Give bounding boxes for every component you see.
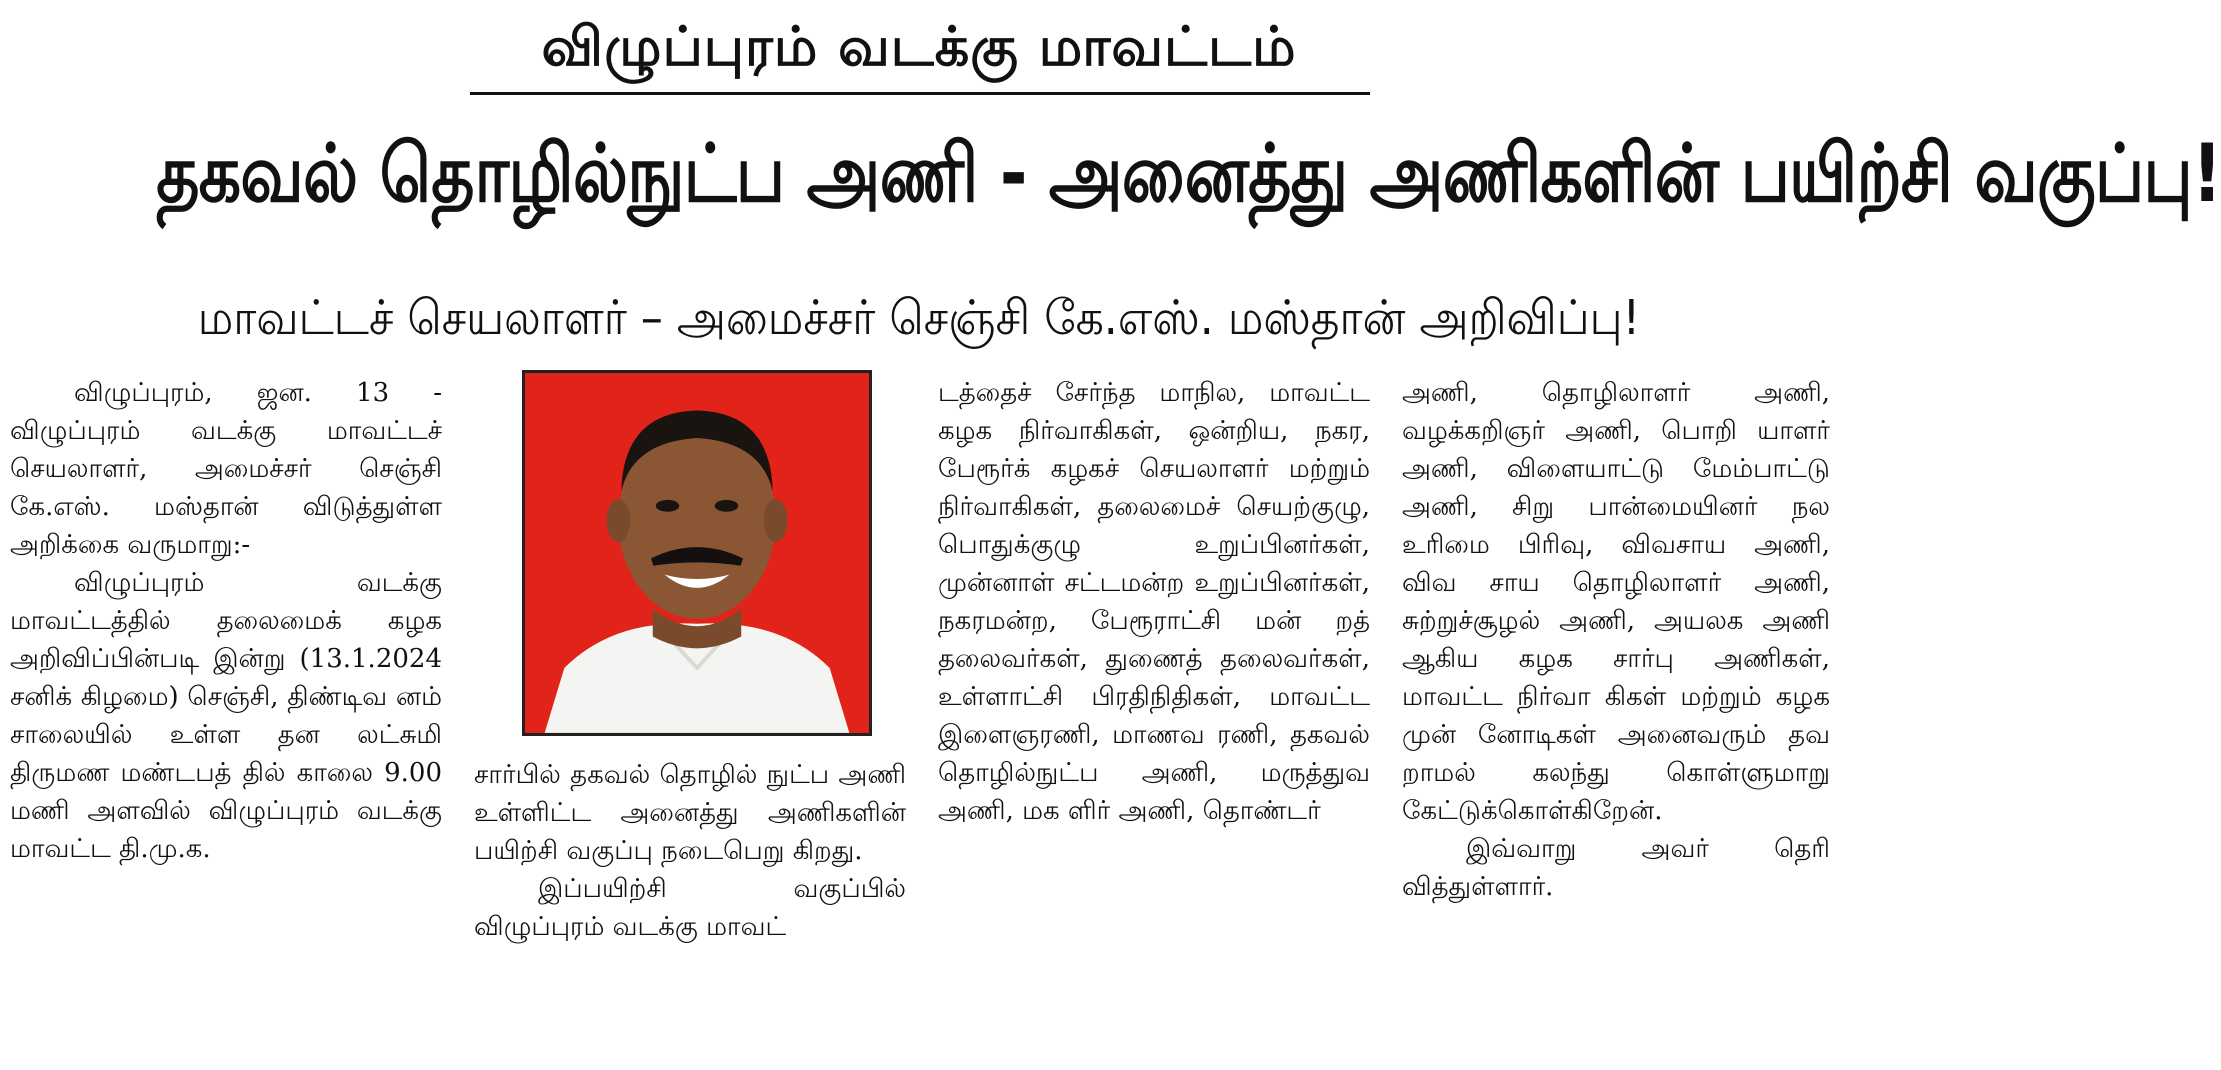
kicker-underline (470, 92, 1370, 95)
article-column-1 (10, 374, 442, 868)
portrait-photo (522, 370, 872, 736)
district-kicker: விழுப்புரம் வடக்கு மாவட்டம் (541, 15, 1297, 78)
article-column-3 (938, 374, 1370, 830)
column-2-paragraph-1: சார்பில் தகவல் தொழில் நுட்ப அணி உள்ளிட்ட அனைத்து அணிகளின் பயிற்சி வகுப்பு நடைபெறு கிறது. (474, 760, 906, 866)
portrait-illustration (525, 373, 869, 733)
headline: தகவல் தொழில்நுட்ப அணி - அனைத்து அணிகளின் பயிற்சி வகுப்பு! (156, 127, 2221, 220)
column-4-paragraph-1: அணி, தொழிலாளர் அணி, வழக்கறிஞர் அணி, பொறி யாளர் அணி, விளையாட்டு மேம்பாட்டு அணி, சிறு பான்மையினர் நல உரிமை பிரிவு, விவசாய அணி, விவ சாய தொழிலாளர் அணி, சுற்றுச்சூழல் அணி, அயலக அணி ஆகிய கழக சார்பு அணிகள், மாவட்ட நிர்வா கிகள் மற்றும் கழக முன் னோடிகள் அனைவரும் தவ றாமல் கலந்து கொள்ளுமாறு கேட்டுக்கொள்கிறேன். (1402, 378, 1830, 826)
column-1-paragraph-1: விழுப்புரம், ஜன. 13 - விழுப்புரம் வடக்கு மாவட்டச் செயலாளர், அமைச்சர் செஞ்சி கே.எஸ். மஸ்தான் விடுத்துள்ள அறிக்கை வருமாறு:- (10, 378, 442, 560)
subheadline: மாவட்டச் செயலாளர் – அமைச்சர் செஞ்சி கே.எஸ். மஸ்தான் அறிவிப்பு! (197, 290, 1641, 346)
column-1-paragraph-2: விழுப்புரம் வடக்கு மாவட்டத்தில் தலைமைக் கழக அறிவிப்பின்படி இன்று (13.1.2024 சனிக் கிழமை) செஞ்சி, திண்டிவ னம் சாலையில் உள்ள தன லட்சுமி திருமண மண்டபத் தில் காலை 9.00 மணி அளவில் விழுப்புரம் வடக்கு மாவட்ட தி.மு.க. (10, 568, 442, 864)
column-3-paragraph-1: டத்தைச் சேர்ந்த மாநில, மாவட்ட கழக நிர்வாகிகள், ஒன்றிய, நகர, பேரூர்க் கழகச் செயலாளர் மற்றும் நிர்வாகிகள், தலைமைச் செயற்குழு, பொதுக்குழு உறுப்பினர்கள், முன்னாள் சட்டமன்ற உறுப்பினர்கள், நகரமன்ற, பேரூராட்சி மன் றத் தலைவர்கள், துணைத் தலைவர்கள், உள்ளாட்சி பிரதிநிதிகள், மாவட்ட இளைஞரணி, மாணவ ரணி, தகவல் தொழில்நுட்ப அணி, மருத்துவ அணி, மக ளிர் அணி, தொண்டர் (938, 378, 1370, 826)
column-4-paragraph-2: இவ்வாறு அவர் தெரி வித்துள்ளார். (1402, 834, 1830, 902)
article-column-4 (1402, 374, 1830, 906)
column-2-paragraph-2: இப்பயிற்சி வகுப்பில் விழுப்புரம் வடக்கு மாவட் (474, 874, 906, 942)
article-column-2 (474, 756, 906, 946)
